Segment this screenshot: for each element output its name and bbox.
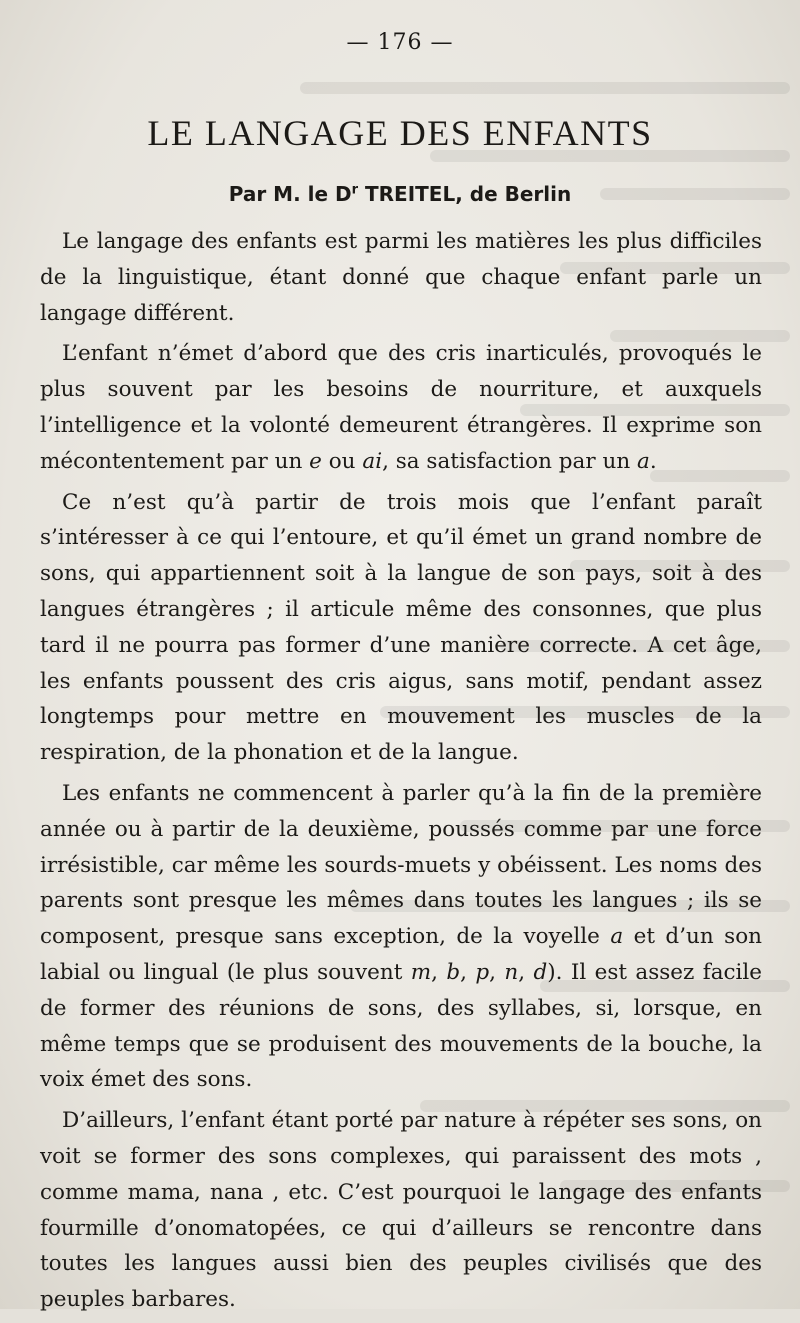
- italic-run: d: [533, 959, 548, 985]
- italic-run: n: [504, 959, 519, 985]
- text-run: Les enfants ne commencent à parler qu’à la fin de la première année ou à partir de la deuxième, poussés comme par une force irrésistible, car même les sourds-muets y obéissent. Les noms des parents sont presque les mêmes dans toutes les langues ; ils se composent, presque sans exception, de la voyelle: [40, 780, 762, 950]
- italic-run: p: [475, 959, 490, 985]
- italic-run: e: [309, 448, 322, 474]
- author-byline: [40, 182, 760, 206]
- text-run: , sa satisfaction par un: [382, 448, 638, 474]
- text-run: ,: [431, 959, 447, 985]
- text-run: ). Il est assez facile de former des réunions de sons, des syllabes, si, lorsque, en même temps que se produisent des mouvements de la bouche, la voix émet des sons.: [40, 959, 763, 1093]
- italic-run: ai: [362, 448, 383, 474]
- italic-run: m: [410, 959, 432, 985]
- italic-run: a: [610, 924, 624, 950]
- text-run: Ce n’est qu’à partir de trois mois que l’enfant paraît s’intéresser à ce qui l’entoure, et qu’il émet un grand nombre de sons, qui appartiennent soit à la langue de son pays, soit à des langues étrangères ; il articule même des consonnes, que plus tard il ne pourra pas former d’une manière correcte. A cet âge, les enfants poussent des cris aigus, sans motif, pendant assez longtemps pour mettre en mouvement les muscles de la respiration, de la phonation et de la langue.: [40, 489, 762, 766]
- italic-run: b: [446, 959, 461, 985]
- byline-superscript: r: [351, 182, 359, 198]
- paragraph: [40, 1103, 762, 1318]
- page-number: — 176 —: [346, 30, 454, 55]
- article-title: LE LANGAGE DES ENFANTS: [147, 113, 653, 153]
- byline-prefix: Par M. le D: [228, 182, 352, 206]
- text-run: .: [649, 448, 657, 474]
- text-run: D’ailleurs, l’enfant étant porté par nature à répéter ses sons, on voit se former des sons complexes, qui paraissent des mots , comme mama, nana , etc. C’est pourquoi le langage des enfants fourmille d’onomatopées, ce qui d’ailleurs se rencontre dans toutes les langues aussi bien des peuples civilisés que des peuples barbares.: [40, 1108, 762, 1313]
- text-run: L’enfant n’émet d’abord que des cris inarticulés, provoqués le plus souvent par les besoins de nourriture, et auxquels l’intelligence et la volonté demeurent étrangères. Il exprime son mécontentement par un: [40, 341, 762, 474]
- text-run: ,: [460, 959, 476, 985]
- text-run: ,: [489, 959, 505, 985]
- paragraph: [40, 776, 762, 1098]
- paragraph: [40, 336, 762, 479]
- byline-author: TREITEL, de Berlin: [365, 182, 572, 206]
- text-run: Le langage des enfants est parmi les matières les plus difficiles de la linguistique, étant donné que chaque enfant parle un langage différent.: [40, 229, 762, 326]
- article-body: [40, 224, 762, 1323]
- paragraph: [40, 485, 762, 771]
- paragraph: [40, 224, 762, 331]
- text-run: et d’un son labial ou lingual (le plus souvent: [40, 924, 762, 985]
- italic-run: a: [637, 448, 650, 474]
- text-run: ,: [518, 959, 534, 985]
- text-run: ou: [321, 448, 363, 474]
